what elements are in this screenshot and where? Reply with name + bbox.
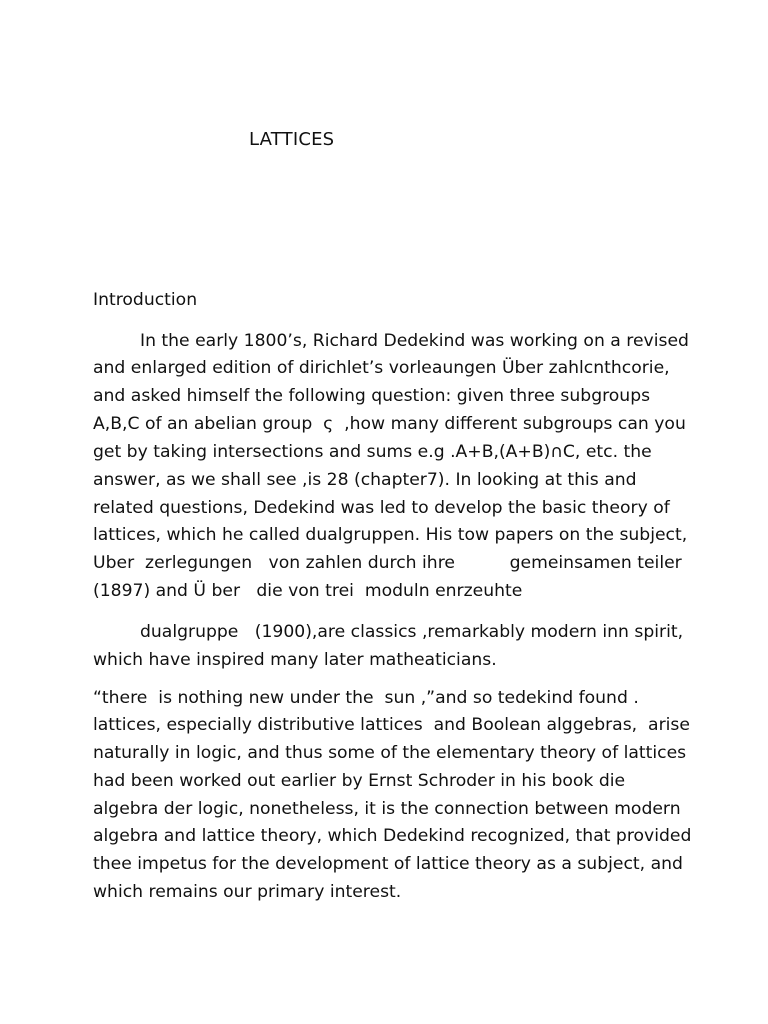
section-heading: Introduction xyxy=(93,290,198,310)
paragraph1-line: related questions, Dedekind was led to develop the basic theory of xyxy=(93,498,670,518)
paragraph1-line: Uber zerlegungen von zahlen durch ihre gemeinsamen teiler xyxy=(93,553,682,573)
paragraph2-line: dualgruppe (1900),are classics ,remarkably modern inn spirit, xyxy=(140,622,684,642)
paragraph1-line: lattices, which he called dualgruppen. His tow papers on the subject, xyxy=(93,525,688,545)
paragraph3-line: algebra der logic, nonetheless, it is the connection between modern xyxy=(93,799,681,819)
paragraph2-line: which have inspired many later matheaticians. xyxy=(93,650,497,670)
paragraph1-line: get by taking intersections and sums e.g .A+B,(A+B)∩C, etc. the xyxy=(93,442,652,462)
paragraph3-line: lattices, especially distributive lattices and Boolean alggebras, arise xyxy=(93,715,690,735)
paragraph1-line: A,B,C of an abelian group ς ,how many different subgroups can you xyxy=(93,414,686,434)
paragraph1-line: (1897) and Ü ber die von trei moduln enrzeuhte xyxy=(93,581,523,601)
paragraph3-line: which remains our primary interest. xyxy=(93,882,402,902)
paragraph3-line: algebra and lattice theory, which Dedekind recognized, that provided xyxy=(93,826,692,846)
paragraph3-line: “there is nothing new under the sun ,”and so tedekind found . xyxy=(93,688,639,708)
paragraph1-line: and enlarged edition of dirichlet’s vorleaungen Über zahlcnthcorie, xyxy=(93,358,670,378)
paragraph1-line: answer, as we shall see ,is 28 (chapter7). In looking at this and xyxy=(93,470,637,490)
paragraph3-line: had been worked out earlier by Ernst Schroder in his book die xyxy=(93,771,626,791)
paragraph3-line: thee impetus for the development of lattice theory as a subject, and xyxy=(93,854,683,874)
paragraph3-line: naturally in logic, and thus some of the elementary theory of lattices xyxy=(93,743,687,763)
paragraph1-line: and asked himself the following question: given three subgroups xyxy=(93,386,651,406)
page-title: LATTICES xyxy=(249,129,335,150)
paragraph1-line: In the early 1800’s, Richard Dedekind was working on a revised xyxy=(140,331,689,351)
